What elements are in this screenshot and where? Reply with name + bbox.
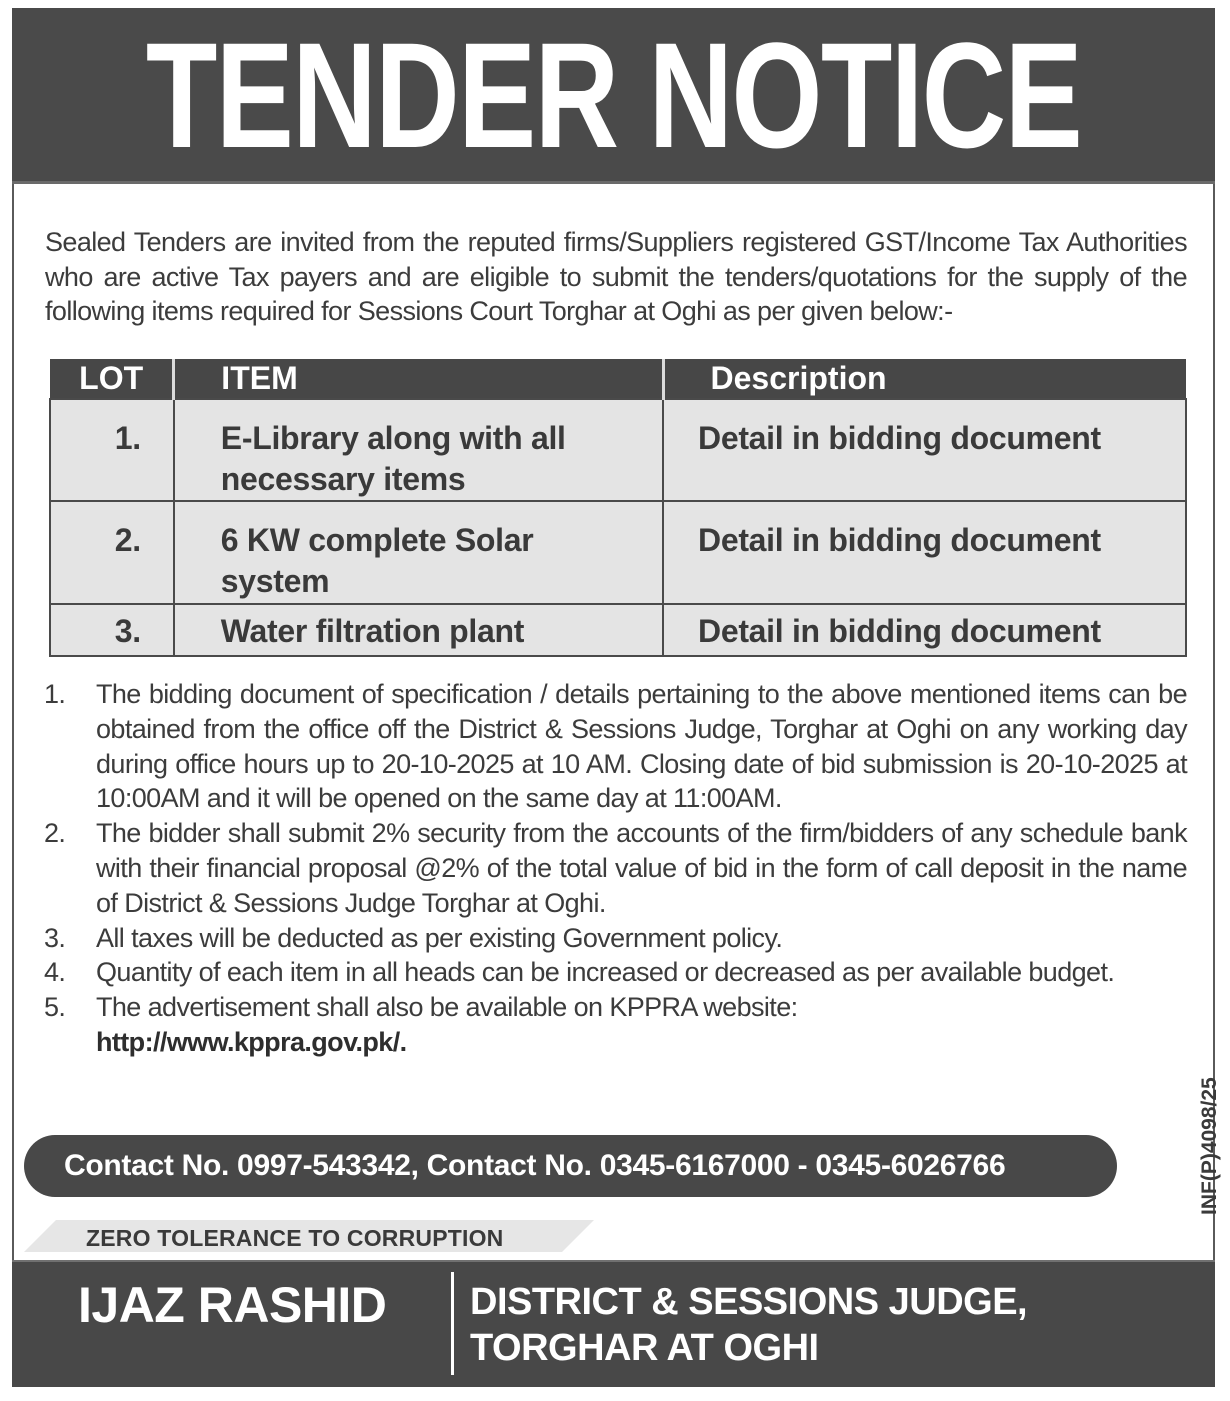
signature-divider	[451, 1272, 454, 1375]
slogan-text: ZERO TOLERANCE TO CORRUPTION	[86, 1225, 504, 1251]
term-number: 1.	[44, 679, 66, 709]
item-cell	[174, 501, 663, 604]
lot-number: 2.	[114, 522, 141, 558]
header-description	[663, 359, 1186, 399]
notice-title: TENDER NOTICE	[145, 10, 1082, 179]
term-item	[44, 677, 1187, 816]
table-row	[50, 399, 1186, 501]
description-cell	[663, 501, 1186, 604]
term-text: Quantity of each item in all heads can be increased or decreased as per available budget.	[96, 957, 1115, 988]
description-cell	[663, 399, 1186, 501]
header-lot-label: LOT	[79, 360, 144, 396]
kppra-website-link[interactable]: http://www.kppra.gov.pk/.	[96, 1026, 407, 1057]
table-header-row	[50, 359, 1186, 399]
description-cell	[663, 604, 1186, 656]
term-number: 5.	[44, 992, 66, 1023]
item-cell	[174, 399, 663, 501]
lot-cell	[50, 399, 174, 501]
signatory-title-line1: DISTRICT & SESSIONS JUDGE,	[470, 1281, 1028, 1323]
header-description-label: Description	[710, 360, 887, 396]
lot-cell	[50, 501, 174, 604]
table-row	[50, 501, 1186, 604]
term-text: All taxes will be deducted as per existing Government policy.	[96, 922, 783, 953]
item-name: Water filtration plant	[220, 613, 525, 649]
lot-number: 3.	[114, 613, 141, 649]
item-name: 6 KW complete Solar system	[220, 522, 534, 599]
lot-number: 1.	[114, 420, 141, 456]
term-number: 3.	[44, 922, 66, 953]
header-lot	[50, 359, 174, 399]
term-item	[44, 816, 1187, 920]
term-item	[44, 955, 1187, 990]
table-row	[50, 604, 1186, 656]
contact-banner	[24, 1135, 1117, 1197]
item-name: E-Library along with all necessary items	[220, 420, 566, 497]
lot-cell	[50, 604, 174, 656]
contact-numbers: Contact No. 0997-543342, Contact No. 0345-6167000 - 0345-6026766	[64, 1149, 1006, 1182]
term-item	[44, 921, 1187, 956]
signatory-title	[470, 1279, 1027, 1371]
signatory-title-line2: TORGHAR AT OGHI	[470, 1327, 819, 1369]
header-item-label: ITEM	[221, 360, 298, 396]
term-item	[44, 990, 1187, 1060]
term-text: The bidder shall submit 2% security from the accounts of the firm/bidders of any schedule bank with their financial proposal @2% of the total value of bid in the form of call deposit in the name of District & Sessions Judge Torghar at Oghi.	[96, 818, 1187, 918]
item-description: Detail in bidding document	[698, 522, 1101, 558]
term-number: 2.	[44, 818, 66, 849]
notice-header	[12, 8, 1215, 184]
signatory-name: IJAZ RASHID	[78, 1277, 387, 1333]
terms-list	[44, 677, 1187, 1060]
intro-paragraph: Sealed Tenders are invited from the reputed firms/Suppliers registered GST/Income Tax Authorities who are active Tax payers and are eligible to submit the tenders/quotations for the supply of the following items required for Sessions Court Torghar at Oghi as per given below:-	[45, 227, 1187, 326]
header-item	[174, 359, 663, 399]
term-text: The bidding document of specification / details pertaining to the above mentioned items can be obtained from the office off the District & Sessions Judge, Torghar at Oghi on any working day during office hours up to 20-10-2025 at 10 AM. Closing date of bid submission is 20-10-2025 at 10:00AM and it will be opened on the same day at 11:00AM.	[96, 679, 1187, 814]
reference-code: INF(P)4098/25	[1198, 1077, 1221, 1215]
item-description: Detail in bidding document	[698, 613, 1101, 649]
term-text: The advertisement shall also be available on KPPRA website:	[96, 992, 798, 1023]
lots-table	[49, 359, 1187, 657]
item-description: Detail in bidding document	[698, 420, 1101, 456]
term-number: 4.	[44, 957, 66, 988]
item-cell	[174, 604, 663, 656]
